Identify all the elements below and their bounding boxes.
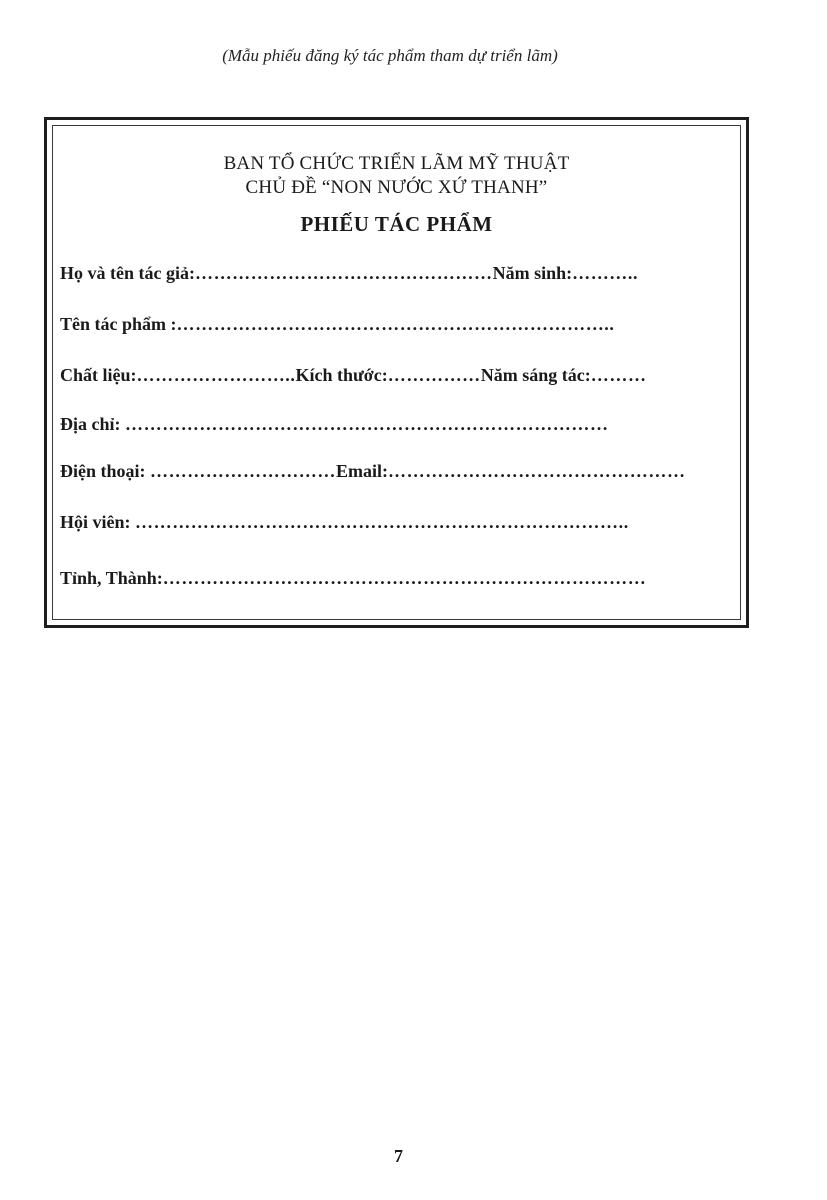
contact-row: [60, 460, 737, 482]
author-field[interactable]: …………………………………………: [194, 263, 493, 283]
province-row: [60, 567, 737, 589]
member-field[interactable]: ……………………………………………………………………..: [135, 512, 629, 532]
birth-year-label: Năm sinh:: [492, 263, 573, 283]
registration-card: [44, 117, 749, 628]
work-name-label: Tên tác phẩm :: [60, 314, 177, 334]
email-label: Email:: [336, 461, 388, 481]
page-number: 7: [394, 1146, 403, 1166]
material-field[interactable]: ……………………..: [136, 365, 296, 385]
author-row: [60, 262, 737, 284]
organizer-line-2: CHỦ ĐỀ “NON NƯỚC XỨ THANH”: [245, 177, 548, 198]
province-field[interactable]: ……………………………………………………………………: [162, 568, 647, 588]
province-label: Tỉnh, Thành:: [60, 568, 163, 588]
email-field[interactable]: …………………………………………: [388, 461, 686, 481]
size-field[interactable]: ……………: [387, 365, 481, 385]
work-name-field[interactable]: ……………………………………………………………..: [176, 314, 615, 334]
form-title: PHIẾU TÁC PHẨM: [300, 212, 493, 236]
organizer-line-1: BAN TỔ CHỨC TRIỂN LÃM MỸ THUẬT: [223, 153, 570, 174]
material-label: Chất liệu:: [60, 365, 137, 385]
birth-year-field[interactable]: ………..: [572, 263, 639, 283]
member-row: [60, 511, 737, 533]
author-label: Họ và tên tác giả:: [60, 263, 195, 283]
address-row: [60, 413, 737, 435]
form-note: (Mẫu phiếu đăng ký tác phẩm tham dự triển lãm): [222, 46, 558, 65]
address-label: Địa chỉ:: [60, 414, 121, 434]
phone-label: Điện thoại:: [60, 461, 146, 481]
creation-year-label: Năm sáng tác:: [480, 365, 591, 385]
size-label: Kích thước:: [295, 365, 388, 385]
material-row: [60, 364, 737, 386]
address-field[interactable]: ……………………………………………………………………: [125, 414, 609, 434]
creation-year-field[interactable]: ………: [590, 365, 647, 385]
work-name-row: [60, 313, 737, 335]
phone-field[interactable]: …………………………: [150, 461, 336, 481]
member-label: Hội viên:: [60, 512, 131, 532]
